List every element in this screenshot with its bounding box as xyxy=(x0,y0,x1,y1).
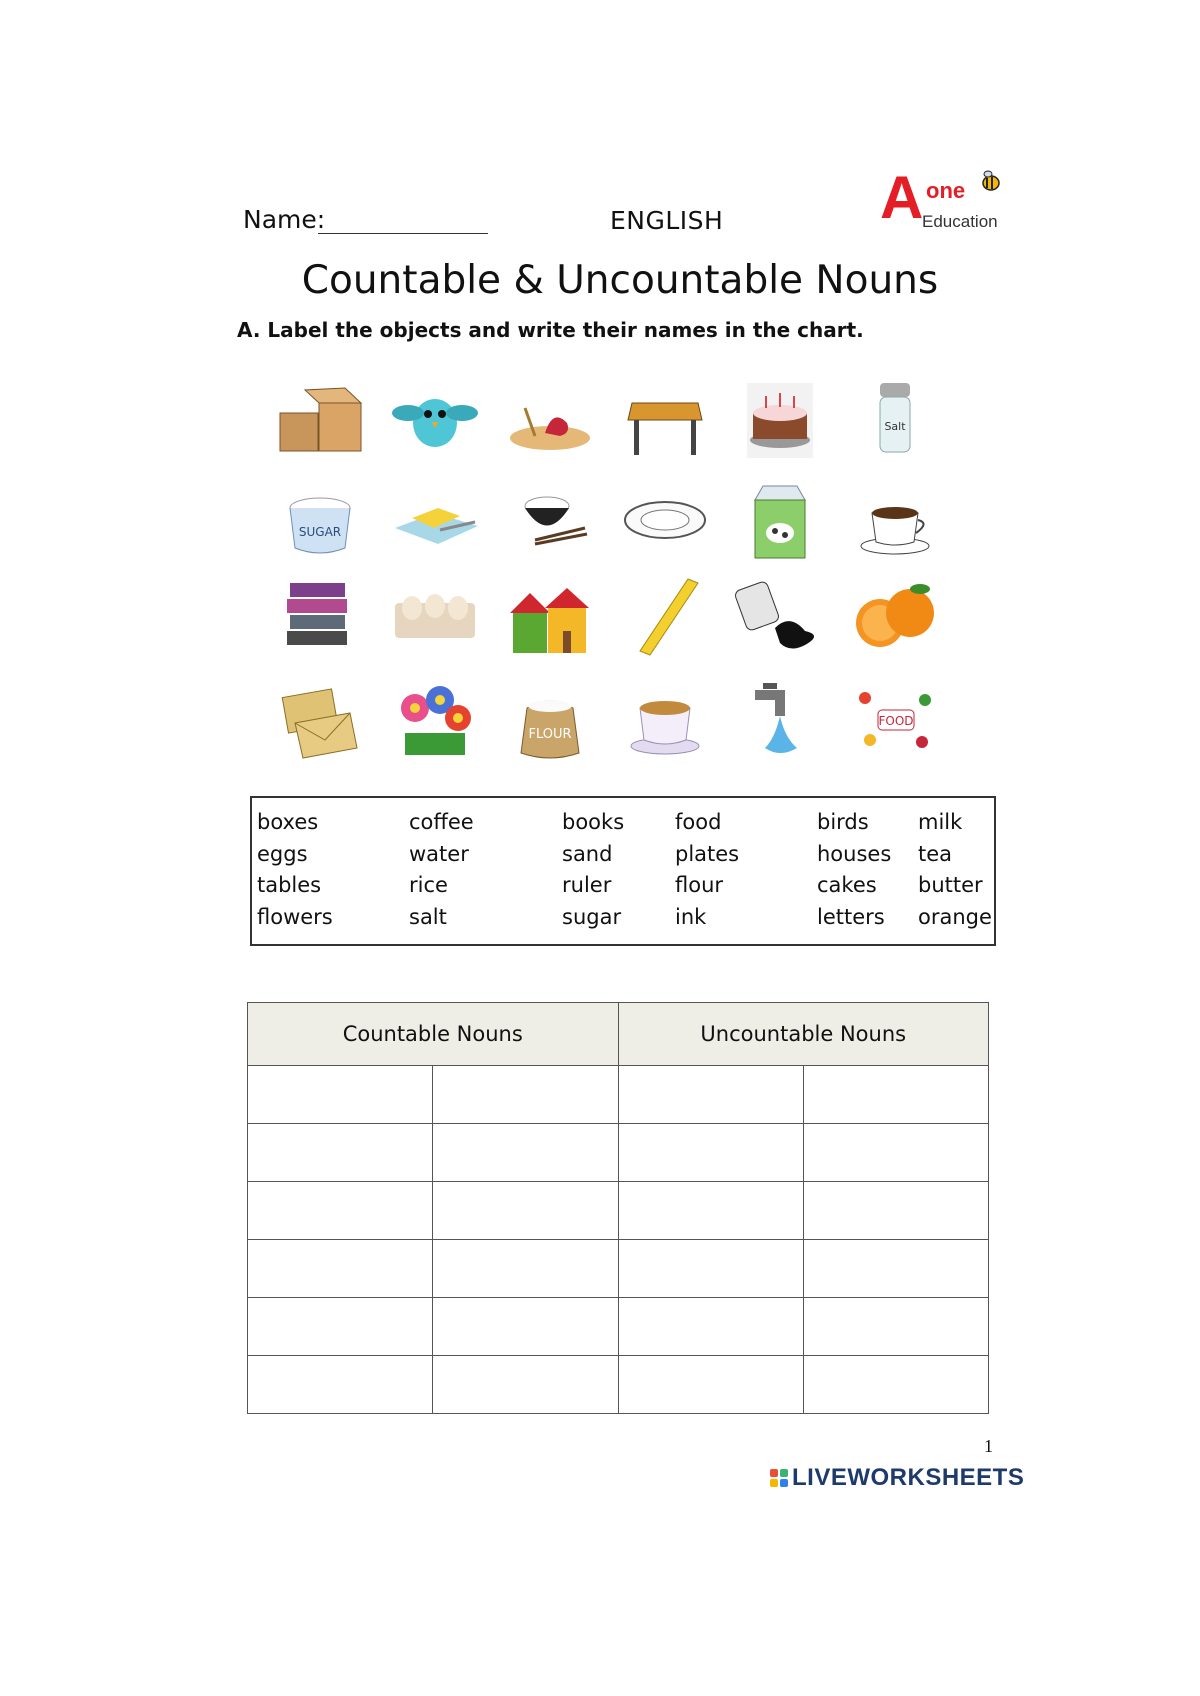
word-bank-item: butter xyxy=(918,873,983,897)
answer-cell[interactable] xyxy=(248,1298,433,1356)
word-bank-item: rice xyxy=(409,873,448,897)
flowers-icon xyxy=(385,675,485,765)
logo-one: one xyxy=(926,178,966,203)
answer-cell[interactable] xyxy=(803,1066,988,1124)
word-bank-item: tables xyxy=(257,873,322,897)
houses-icon xyxy=(500,570,600,660)
flour-icon xyxy=(500,675,600,765)
answer-cell[interactable] xyxy=(433,1298,618,1356)
answer-cell[interactable] xyxy=(433,1356,618,1414)
table-row xyxy=(248,1124,989,1182)
liveworksheets-text: LIVEWORKSHEETS xyxy=(792,1464,1025,1491)
word-bank-item: sugar xyxy=(562,905,622,929)
word-bank-item: food xyxy=(675,810,722,834)
table-icon xyxy=(615,375,715,465)
word-bank-item: letters xyxy=(817,905,885,929)
answer-cell[interactable] xyxy=(618,1240,803,1298)
name-field[interactable] xyxy=(318,233,488,234)
picture-grid xyxy=(270,375,970,775)
milk-icon xyxy=(730,475,830,565)
svg-text:Salt: Salt xyxy=(884,419,906,433)
table-row xyxy=(248,1356,989,1414)
aone-education-logo xyxy=(880,164,1010,238)
answer-cell[interactable] xyxy=(618,1298,803,1356)
word-bank-item: orange xyxy=(918,905,992,929)
svg-text:FOOD: FOOD xyxy=(878,713,914,728)
word-bank-item: coffee xyxy=(409,810,474,834)
svg-text:SUGAR: SUGAR xyxy=(298,524,342,539)
butter-icon xyxy=(385,475,485,565)
table-row xyxy=(248,1240,989,1298)
boxes-icon xyxy=(270,375,370,465)
answer-cell[interactable] xyxy=(433,1182,618,1240)
bird-icon xyxy=(385,375,485,465)
logo-education: Education xyxy=(922,212,998,231)
answer-cell[interactable] xyxy=(803,1356,988,1414)
word-bank-item: eggs xyxy=(257,842,308,866)
sand-icon xyxy=(500,375,600,465)
word-bank-item: birds xyxy=(817,810,869,834)
books-icon xyxy=(270,570,370,660)
answer-cell[interactable] xyxy=(433,1124,618,1182)
word-bank xyxy=(250,796,996,946)
word-bank-item: flowers xyxy=(257,905,333,929)
answer-cell[interactable] xyxy=(248,1240,433,1298)
word-bank-item: houses xyxy=(817,842,892,866)
word-bank-item: plates xyxy=(675,842,740,866)
tea-icon xyxy=(615,675,715,765)
table-row xyxy=(248,1066,989,1124)
answer-cell[interactable] xyxy=(803,1298,988,1356)
answer-cell[interactable] xyxy=(248,1066,433,1124)
answer-cell[interactable] xyxy=(248,1356,433,1414)
liveworksheets-brand[interactable] xyxy=(770,1464,1024,1492)
food-icon xyxy=(845,675,945,765)
word-bank-item: ruler xyxy=(562,873,612,897)
word-bank-item: milk xyxy=(918,810,963,834)
word-bank-item: ink xyxy=(675,905,707,929)
word-bank-item: cakes xyxy=(817,873,877,897)
uncountable-nouns-header: Uncountable Nouns xyxy=(618,1003,989,1066)
answer-cell[interactable] xyxy=(433,1240,618,1298)
water-tap-icon xyxy=(730,675,830,765)
word-bank-item: water xyxy=(409,842,469,866)
ruler-icon xyxy=(615,570,715,660)
orange-icon xyxy=(845,570,945,660)
page-number: 1 xyxy=(984,1436,993,1456)
countable-nouns-header: Countable Nouns xyxy=(248,1003,619,1066)
cake-icon xyxy=(730,375,830,465)
answer-cell[interactable] xyxy=(803,1124,988,1182)
name-label: Name: xyxy=(243,205,326,234)
word-bank-item: flour xyxy=(675,873,724,897)
page-title: Countable & Uncountable Nouns xyxy=(301,258,939,303)
answer-cell[interactable] xyxy=(618,1066,803,1124)
liveworksheets-logo-icon xyxy=(770,1469,788,1487)
plate-icon xyxy=(615,475,715,565)
nouns-chart xyxy=(247,1002,989,1414)
rice-icon xyxy=(500,475,600,565)
answer-cell[interactable] xyxy=(618,1124,803,1182)
logo-letter: A xyxy=(880,164,924,231)
word-bank-item: boxes xyxy=(257,810,319,834)
answer-cell[interactable] xyxy=(618,1182,803,1240)
answer-cell[interactable] xyxy=(803,1240,988,1298)
word-bank-item: tea xyxy=(918,842,953,866)
word-bank-item: sand xyxy=(562,842,613,866)
eggs-icon xyxy=(385,570,485,660)
word-bank-item: books xyxy=(562,810,625,834)
answer-cell[interactable] xyxy=(248,1182,433,1240)
table-row xyxy=(248,1182,989,1240)
letters-icon xyxy=(270,675,370,765)
answer-cell[interactable] xyxy=(248,1124,433,1182)
salt-icon xyxy=(845,375,945,465)
answer-cell[interactable] xyxy=(433,1066,618,1124)
sugar-icon xyxy=(270,475,370,565)
subject-label: ENGLISH xyxy=(610,206,724,235)
instruction-text: A. Label the objects and write their names in the chart. xyxy=(237,318,864,342)
bee-icon xyxy=(978,168,1004,194)
coffee-icon xyxy=(845,475,945,565)
table-row xyxy=(248,1298,989,1356)
svg-text:FLOUR: FLOUR xyxy=(528,726,572,742)
ink-icon xyxy=(730,570,830,660)
answer-cell[interactable] xyxy=(803,1182,988,1240)
word-bank-item: salt xyxy=(409,905,447,929)
answer-cell[interactable] xyxy=(618,1356,803,1414)
